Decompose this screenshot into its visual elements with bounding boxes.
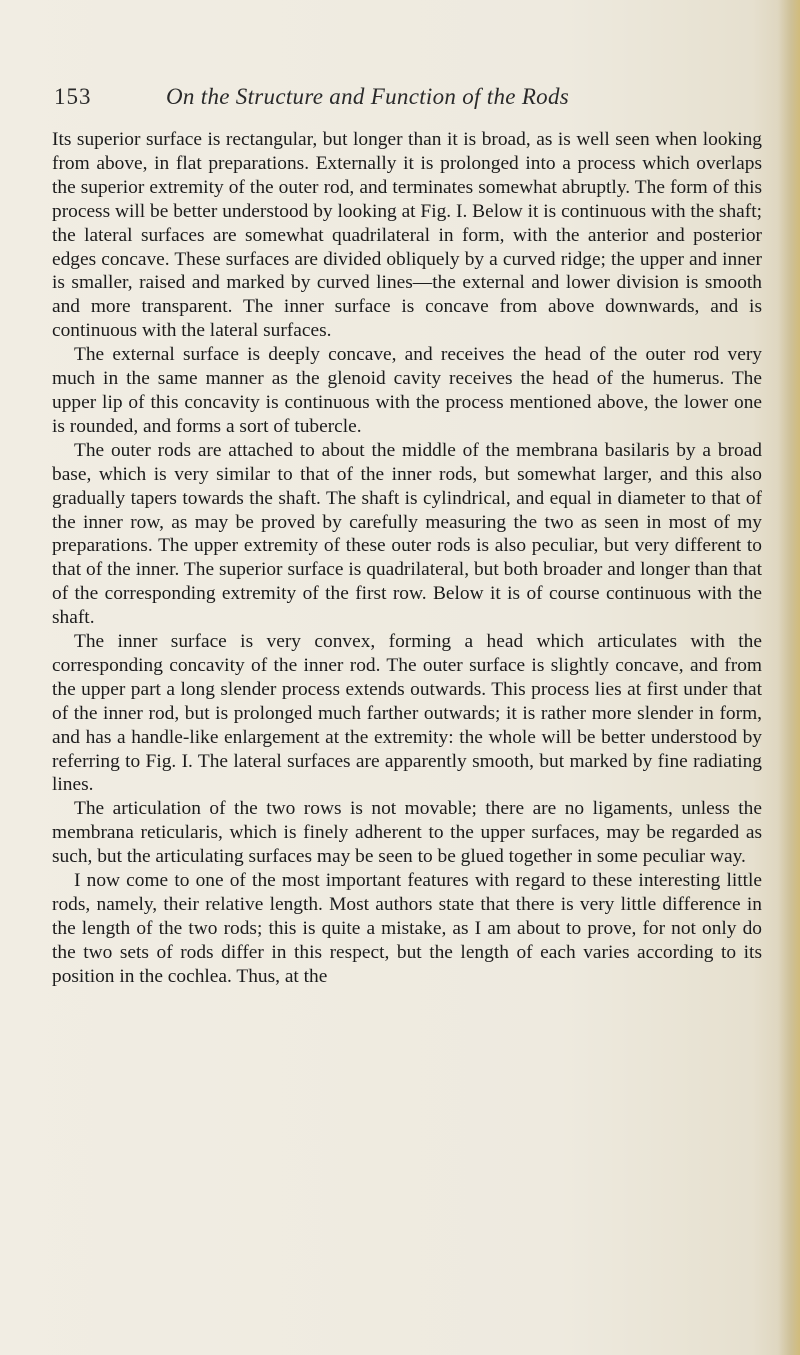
- paragraph: Its superior surface is rectangular, but longer than it is broad, as is well seen when looking from above, in flat preparations. Externally it is prolonged into a process which overlaps the superior extremity of the outer rod, and terminates somewhat abruptly. The form of this process will be better understood by looking at Fig. I. Below it is continuous with the shaft; the lateral surfaces are somewhat quadrilateral in form, with the anterior and posterior edges concave. These surfaces are divided obliquely by a curved ridge; the upper and inner is smaller, raised and marked by curved lines—the external and lower division is smooth and more transparent. The inner surface is concave from above downwards, and is continuous with the lateral surfaces.: [52, 129, 762, 342]
- paragraph: The outer rods are attached to about the middle of the membrana basilaris by a broad base, which is very similar to that of the inner rods, but somewhat larger, and this also gradually tapers towards the shaft. The shaft is cylindrical, and equal in diameter to that of the inner row, as may be proved by carefully measuring the two as seen in most of my preparations. The upper extremity of these outer rods is also peculiar, but very different to that of the inner. The superior surface is quadrilateral, but both broader and longer than that of the corresponding extremity of the first row. Below it is of course continuous with the shaft.: [52, 439, 762, 629]
- page-edge-shadow: [778, 0, 800, 1355]
- paragraph: The articulation of the two rows is not movable; there are no ligaments, unless the membrana reticularis, which is finely adherent to the upper surfaces, may be regarded as such, but the articulating surfaces may be seen to be glued together in some peculiar way.: [52, 798, 762, 868]
- body-text: [52, 128, 762, 989]
- running-title: On the Structure and Function of the Rods: [166, 84, 570, 109]
- page-header: [50, 84, 750, 124]
- paragraph: The external surface is deeply concave, and receives the head of the outer rod very much in the same manner as the glenoid cavity receives the head of the humerus. The upper lip of this concavity is continuous with the process mentioned above, the lower one is rounded, and forms a sort of tubercle.: [52, 344, 762, 437]
- paragraph: The inner surface is very convex, forming a head which articulates with the corresponding concavity of the inner rod. The outer surface is slightly concave, and from the upper part a long slender process extends outwards. This process lies at first under that of the inner rod, but is prolonged much farther outwards; it is rather more slender in form, and has a handle-like enlargement at the extremity: the whole will be better understood by referring to Fig. I. The lateral surfaces are apparently smooth, but marked by fine radiating lines.: [52, 631, 762, 796]
- paragraph: I now come to one of the most important features with regard to these interesting little rods, namely, their relative length. Most authors state that there is very little difference in the length of the two rods; this is quite a mistake, as I am about to prove, for not only do the two sets of rods differ in this respect, but the length of each varies according to its position in the cochlea. Thus, at the: [52, 870, 762, 987]
- page-number: 153: [54, 84, 92, 109]
